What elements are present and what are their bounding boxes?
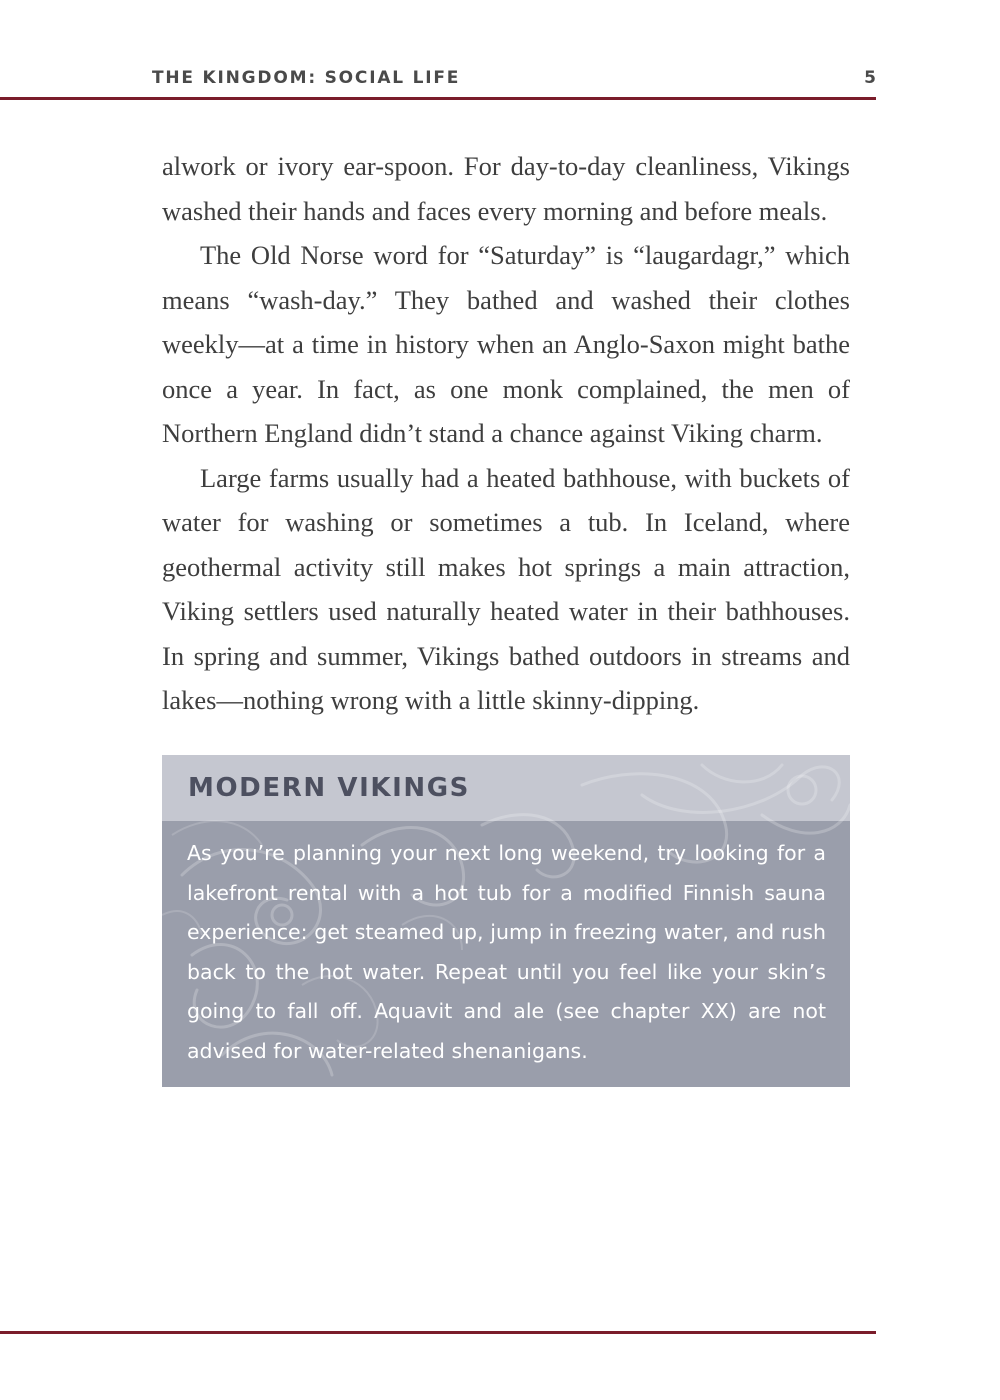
paragraph: Large farms usually had a heated bathhouse, with buckets of water for washing or sometimes a tub. In Iceland, where geothermal activity still makes hot springs a main attraction, Viking settlers used naturally heated water in their bathhouses. In spring and summer, Vikings bathed outdoors in streams and lakes—nothing wrong with a little skinny-dipping. (162, 462, 850, 715)
paragraph: The Old Norse word for “Saturday” is “laugardagr,” which means “wash-day.” They bathed and washed their clothes weekly—at a time in history when an Anglo-Saxon might bathe once a year. In fact, as one monk complained, the men of Northern England didn’t stand a chance against Viking charm. (162, 240, 850, 448)
running-head (152, 68, 876, 92)
header-rule (0, 97, 876, 100)
sidebar-text: As you’re planning your next long weekend, try looking for a lakefront rental with a hot tub for a modified Finnish sauna experience: get steamed up, jump in freezing water, and rush back to the hot water. Repeat until you feel like your skin’s going to fall off. Aquavit and ale (see chapter XX) are not advised for water-related shenanigans. (187, 841, 826, 1063)
body-text (162, 144, 850, 723)
paragraph: alwork or ivory ear-spoon. For day-to-day cleanliness, Vikings washed their hands and faces every morning and before meals. (162, 151, 850, 226)
modern-vikings-sidebar (162, 755, 850, 1087)
sidebar-title: MODERN VIKINGS (188, 773, 470, 803)
page-number: 5 (864, 68, 876, 88)
footer-rule (0, 1331, 876, 1334)
running-title: THE KINGDOM: SOCIAL LIFE (152, 68, 461, 88)
